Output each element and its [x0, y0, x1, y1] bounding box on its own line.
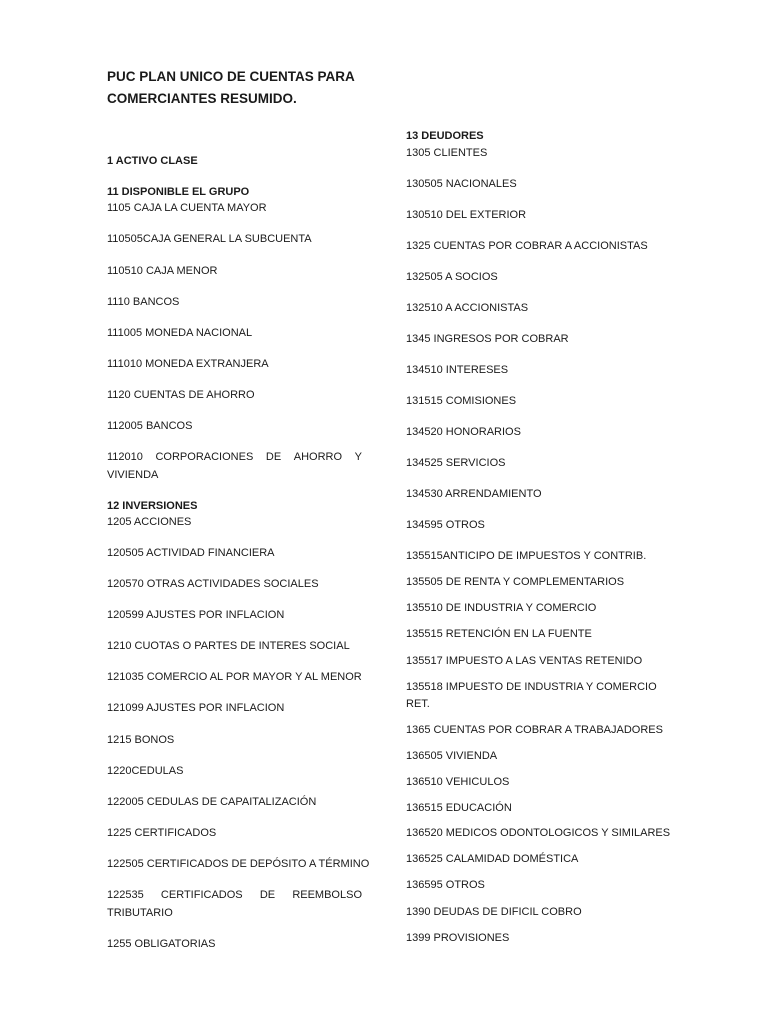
account-line: 111005 MONEDA NACIONAL: [107, 327, 253, 339]
account-line: 1399 PROVISIONES: [406, 932, 510, 944]
account-line: 121035 COMERCIO AL POR MAYOR Y AL MENOR: [107, 671, 362, 683]
account-line: 135510 DE INDUSTRIA Y COMERCIO: [406, 602, 597, 614]
account-line: 1390 DEUDAS DE DIFICIL COBRO: [406, 906, 582, 918]
group-heading-inversiones: 12 INVERSIONES: [107, 500, 198, 512]
title-line-1: PUC PLAN UNICO DE CUENTAS PARA: [107, 69, 355, 84]
account-line: 132505 A SOCIOS: [406, 271, 498, 283]
account-line: 1255 OBLIGATORIAS: [107, 938, 216, 950]
word: AHORRO: [293, 451, 343, 463]
account-line: 134530 ARRENDAMIENTO: [406, 488, 542, 500]
account-line-continued: TRIBUTARIO: [107, 907, 173, 919]
word: Y: [354, 451, 362, 463]
account-line: 1105 CAJA LA CUENTA MAYOR: [107, 202, 267, 214]
group-heading-disponible: 11 DISPONIBLE EL GRUPO: [107, 186, 250, 198]
account-line: 136515 EDUCACIÓN: [406, 802, 512, 814]
account-line: 135515 RETENCIÓN EN LA FUENTE: [406, 628, 592, 640]
word: CORPORACIONES: [155, 451, 254, 463]
account-line: 1345 INGRESOS POR COBRAR: [406, 333, 569, 345]
account-line: 134525 SERVICIOS: [406, 457, 506, 469]
account-line: 112005 BANCOS: [107, 420, 193, 432]
account-line: 1110 BANCOS: [107, 296, 180, 308]
account-line: 120599 AJUSTES POR INFLACION: [107, 609, 285, 621]
account-line: 111010 MONEDA EXTRANJERA: [107, 358, 269, 370]
account-line: 1215 BONOS: [107, 734, 175, 746]
account-line: 136520 MEDICOS ODONTOLOGICOS Y SIMILARES: [406, 827, 671, 839]
word: DE: [265, 451, 282, 463]
account-line: 136525 CALAMIDAD DOMÉSTICA: [406, 853, 579, 865]
word: 122535: [107, 889, 144, 901]
account-line: 1225 CERTIFICADOS: [107, 827, 217, 839]
justified-line-122535: [107, 888, 362, 903]
account-line: 134510 INTERESES: [406, 364, 509, 376]
account-line: 121099 AJUSTES POR INFLACION: [107, 702, 285, 714]
account-line: 135505 DE RENTA Y COMPLEMENTARIOS: [406, 576, 625, 588]
account-line: 135517 IMPUESTO A LAS VENTAS RETENIDO: [406, 655, 643, 667]
account-line: 1210 CUOTAS O PARTES DE INTERES SOCIAL: [107, 640, 350, 652]
account-line: 1120 CUENTAS DE AHORRO: [107, 389, 255, 401]
account-line: 1220CEDULAS: [107, 765, 184, 777]
account-line: 135515ANTICIPO DE IMPUESTOS Y CONTRIB.: [406, 550, 647, 562]
class-heading-activo: 1 ACTIVO CLASE: [107, 155, 198, 167]
account-line: 1325 CUENTAS POR COBRAR A ACCIONISTAS: [406, 240, 648, 252]
account-line: 131515 COMISIONES: [406, 395, 517, 407]
account-line: 122505 CERTIFICADOS DE DEPÓSITO A TÉRMINO: [107, 858, 370, 870]
account-line: 120505 ACTIVIDAD FINANCIERA: [107, 547, 275, 559]
document-title: [107, 66, 407, 110]
account-line: 130510 DEL EXTERIOR: [406, 209, 527, 221]
account-line: 134595 OTROS: [406, 519, 485, 531]
account-line: 135518 IMPUESTO DE INDUSTRIA Y COMERCIO: [406, 681, 657, 693]
account-line-continued: VIVIENDA: [107, 469, 159, 481]
word: DE: [259, 889, 276, 901]
account-line: 110510 CAJA MENOR: [107, 265, 218, 277]
account-line-continued: RET.: [406, 698, 430, 710]
account-line: 1305 CLIENTES: [406, 147, 488, 159]
account-line: 1205 ACCIONES: [107, 516, 192, 528]
word: 112010: [107, 451, 143, 463]
word: REEMBOLSO: [292, 889, 362, 901]
account-line: 132510 A ACCIONISTAS: [406, 302, 529, 314]
account-line: 110505CAJA GENERAL LA SUBCUENTA: [107, 233, 312, 245]
account-line: 136510 VEHICULOS: [406, 776, 510, 788]
account-line: 120570 OTRAS ACTIVIDADES SOCIALES: [107, 578, 319, 590]
justified-line-112010: [107, 450, 362, 465]
account-line: 1365 CUENTAS POR COBRAR A TRABAJADORES: [406, 724, 663, 736]
account-line: 122005 CEDULAS DE CAPAITALIZACIÓN: [107, 796, 317, 808]
title-line-2: COMERCIANTES RESUMIDO.: [107, 91, 297, 106]
account-line: 136505 VIVIENDA: [406, 750, 498, 762]
account-line: 130505 NACIONALES: [406, 178, 517, 190]
account-line: 136595 OTROS: [406, 879, 485, 891]
word: CERTIFICADOS: [160, 889, 243, 901]
group-heading-deudores: 13 DEUDORES: [406, 130, 484, 142]
account-line: 134520 HONORARIOS: [406, 426, 521, 438]
